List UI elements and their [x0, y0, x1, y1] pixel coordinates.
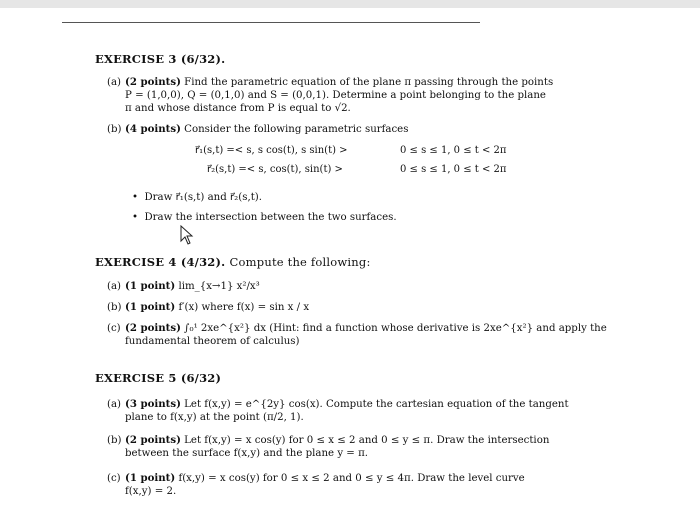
exercise-4-heading: EXERCISE 4 (4/32).: [95, 255, 226, 269]
top-bar: [0, 0, 700, 8]
surface-r1-domain: 0 ≤ s ≤ 1, 0 ≤ t < 2π: [400, 145, 507, 156]
exercise-4c: [107, 322, 697, 348]
item-text: Let f(x,y) = x cos(y) for 0 ≤ x ≤ 2 and 0 ≤ y ≤ π. Draw the intersection: [184, 435, 550, 446]
item-text-line2: P = (1,0,0), Q = (0,1,0) and S = (0,0,1). Determine a point belonging to the plane: [125, 90, 546, 101]
exercise-5c: [107, 472, 697, 498]
item-label: (c): [107, 473, 121, 484]
surface-r1-equation: r⃗₁(s,t) =< s, s cos(t), s sin(t) >: [195, 145, 348, 156]
item-text: f′(x) where f(x) = sin x / x: [178, 302, 310, 313]
item-text: Find the parametric equation of the plane π passing through the points: [184, 77, 554, 88]
item-points: (1 point): [125, 280, 176, 292]
item-points: (2 points): [125, 434, 181, 446]
exercise-3b: [107, 123, 697, 136]
header-rule: [62, 22, 480, 23]
item-label: (b): [107, 435, 122, 446]
exercise-4b: [107, 301, 697, 314]
exercise-4a: [107, 280, 697, 293]
item-points: (3 points): [125, 398, 181, 410]
item-text: Consider the following parametric surfaces: [184, 124, 409, 135]
surface-r2-domain: 0 ≤ s ≤ 1, 0 ≤ t < 2π: [400, 164, 507, 175]
item-text: lim_{x→1} x²/x³: [178, 281, 260, 292]
surface-r2-equation: r⃗₂(s,t) =< s, cos(t), sin(t) >: [207, 164, 343, 175]
exercise-3a: [107, 76, 697, 115]
item-label: (b): [107, 302, 122, 313]
item-text: f(x,y) = x cos(y) for 0 ≤ x ≤ 2 and 0 ≤ y ≤ 4π. Draw the level curve: [178, 473, 525, 484]
item-label: (c): [107, 323, 121, 334]
bullet-text: Draw the intersection between the two surfaces.: [144, 212, 397, 223]
item-points: (2 points): [125, 322, 181, 334]
exercise-4-instruction: Compute the following:: [229, 255, 371, 269]
mouse-pointer-icon: [180, 225, 194, 245]
exercise-5b: [107, 434, 697, 460]
item-text-line2: fundamental theorem of calculus): [125, 336, 300, 347]
item-text-line2: f(x,y) = 2.: [125, 486, 177, 497]
bullet-draw-surfaces: • Draw r⃗₁(s,t) and r⃗₂(s,t).: [132, 192, 263, 203]
item-text-line3: π and whose distance from P is equal to √2.: [125, 103, 351, 114]
item-points: (1 point): [125, 301, 176, 313]
exercise-3-title: EXERCISE 3 (6/32).: [95, 52, 226, 66]
item-label: (a): [107, 77, 122, 88]
item-text-line2: plane to f(x,y) at the point (π/2, 1).: [125, 412, 304, 423]
item-points: (2 points): [125, 76, 181, 88]
item-text-line2: between the surface f(x,y) and the plane y = π.: [125, 448, 369, 459]
bullet-draw-intersection: • Draw the intersection between the two surfaces.: [132, 212, 397, 223]
bullet-text: Draw r⃗₁(s,t) and r⃗₂(s,t).: [144, 192, 263, 203]
item-text: Let f(x,y) = e^{2y} cos(x). Compute the cartesian equation of the tangent: [184, 399, 569, 410]
exercise-4-title: [95, 255, 371, 269]
item-text: ∫₀¹ 2xe^{x²} dx (Hint: find a function whose derivative is 2xe^{x²} and apply the: [184, 323, 607, 334]
item-points: (4 points): [125, 123, 181, 135]
item-label: (a): [107, 281, 122, 292]
item-label: (b): [107, 124, 122, 135]
item-points: (1 point): [125, 472, 176, 484]
exercise-5-title: EXERCISE 5 (6/32): [95, 371, 222, 385]
exercise-5a: [107, 398, 697, 424]
item-label: (a): [107, 399, 122, 410]
